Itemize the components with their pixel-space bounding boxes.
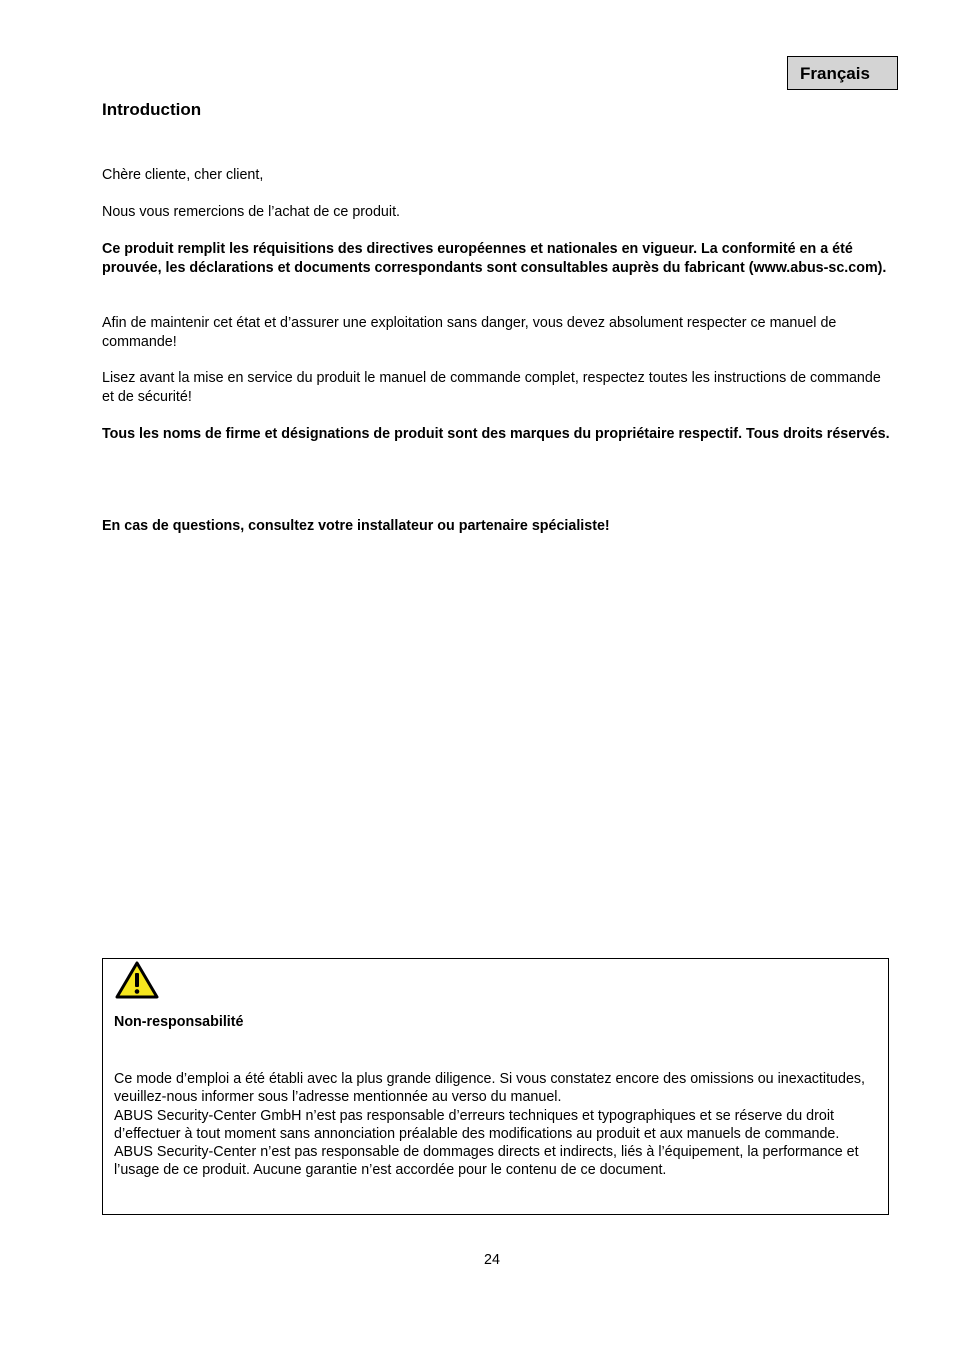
disclaimer-title: Non-responsabilité <box>114 1014 244 1030</box>
conformity-paragraph: Ce produit remplit les réquisitions des directives européennes et nationales en vigueur. La conformité en a été prouvée, les déclarations et documents correspondants sont consultables auprès du fabricant (www.abus-sc.com). <box>102 241 887 276</box>
thanks-paragraph: Nous vous remercions de l’achat de ce produit. <box>102 204 401 220</box>
page-number: 24 <box>484 1252 500 1268</box>
questions-paragraph: En cas de questions, consultez votre installateur ou partenaire spécialiste! <box>102 518 610 534</box>
disclaimer-box <box>102 958 889 1215</box>
trademark-paragraph: Tous les noms de firme et désignations de produit sont des marques du propriétaire respectif. Tous droits réservés. <box>102 426 890 442</box>
disclaimer-line: ABUS Security-Center GmbH n’est pas responsable d’erreurs techniques et typographiques et se réserve du droit d’effectuer à tout moment sans annonciation préalable des modifications au produit et aux manuels de commande. <box>114 1107 840 1142</box>
page-title: Introduction <box>102 100 202 119</box>
greeting-paragraph: Chère cliente, cher client, <box>102 167 264 183</box>
disclaimer-text <box>114 1070 880 1180</box>
disclaimer-line: Ce mode d’emploi a été établi avec la plus grande diligence. Si vous constatez encore des omissions ou inexactitudes, veuillez-nous informer sous l’adresse mentionnée au verso du manuel. <box>114 1071 866 1106</box>
safe-operation-paragraph: Afin de maintenir cet état et d’assurer une exploitation sans danger, vous devez absolument respecter ce manuel de commande! <box>102 315 837 350</box>
language-tab: Français <box>787 56 898 90</box>
warning-triangle-icon <box>115 961 159 999</box>
read-manual-paragraph: Lisez avant la mise en service du produit le manuel de commande complet, respectez toutes les instructions de commande et de sécurité! <box>102 370 881 405</box>
disclaimer-line: ABUS Security-Center n’est pas responsable de dommages directs et indirects, liés à l’équipement, la performance et l’usage de ce produit. Aucune garantie n’est accordée pour le contenu de ce document. <box>114 1144 859 1179</box>
